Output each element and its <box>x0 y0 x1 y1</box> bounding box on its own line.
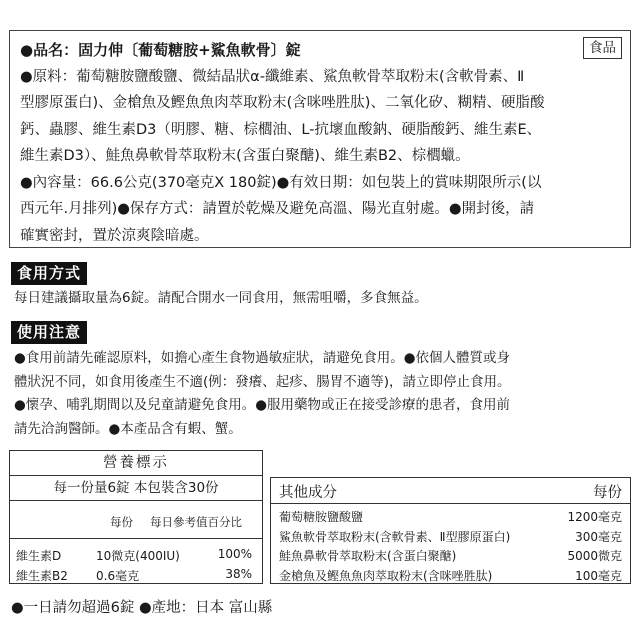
ingredient-amount: 5000微克 <box>567 549 622 563</box>
caution-text <box>14 347 630 441</box>
other-row <box>271 526 630 546</box>
caution-line: ●懷孕、哺乳期間以及兒童請避免食用。●服用藥物或正在接受診療的患者，食用前 <box>14 397 511 413</box>
product-name: ●品名：固力伸〔葡萄糖胺+鯊魚軟骨〕錠 <box>20 41 301 59</box>
col-daily-value: 每日參考值百分比 <box>150 515 242 529</box>
content-line: ●內容量：66.6公克(370毫克X 180錠)●有效日期：如包裝上的賞味期限所示(以 <box>20 174 542 191</box>
ingredient-amount: 300毫克 <box>575 529 622 544</box>
other-row <box>271 565 630 585</box>
ingredients-line: 維生素D3）、鮭魚鼻軟骨萃取粉末(含蛋白聚醣)、維生素B2、棕櫚蠟。 <box>20 148 470 164</box>
other-row <box>271 545 630 565</box>
nutrition-serving: 每一份量6錠 本包裝含30份 <box>10 476 262 501</box>
nutrient-amount: 10微克(400IU) <box>96 549 180 563</box>
caution-line: 請先洽詢醫師。●本產品含有蝦、蟹。 <box>14 420 242 437</box>
ingredients-line: 型膠原蛋白)、金槍魚及鰹魚魚肉萃取粉末(含咪唑胜肽)、二氧化矽、糊精、硬脂酸 <box>20 95 545 111</box>
nutrition-row <box>10 545 262 565</box>
nutrient-amount: 0.6毫克 <box>96 569 140 583</box>
nutrient-percent: 100% <box>217 547 252 561</box>
ingredients-line: ●原料：葡萄糖胺鹽酸鹽、微結晶狀α-纖維素、鯊魚軟骨萃取粉末(含軟骨素、Ⅱ <box>20 68 525 85</box>
other-row <box>271 506 630 526</box>
ingredient-amount: 100毫克 <box>575 568 622 583</box>
nutrient-name: 維生素D <box>16 549 62 563</box>
ingredient-name: 葡萄糖胺鹽酸鹽 <box>279 510 364 524</box>
nutrition-header <box>10 501 262 539</box>
caution-line: 體狀況不同，如食用後產生不適(例：發癢、起疹、腸胃不適等)，請立即停止食用。 <box>14 373 511 390</box>
storage-line: 確實密封，置於涼爽陰暗處。 <box>20 227 209 244</box>
storage-line: 西元年.月排列)●保存方式：請置於乾燥及避免高溫、陽光直射處。●開封後，請 <box>20 201 535 217</box>
nutrition-row <box>10 565 262 585</box>
other-header <box>271 478 630 504</box>
food-tag: 食品 <box>583 37 622 59</box>
other-col: 每份 <box>593 485 622 501</box>
other-title: 其他成分 <box>279 485 337 501</box>
nutrition-facts-table <box>9 450 263 584</box>
ingredients-line: 鈣、蟲膠、維生素D3（明膠、糖、棕櫚油、L-抗壞血酸鈉、硬脂酸鈣、維生素E、 <box>20 121 542 138</box>
ingredient-name: 鯊魚軟骨萃取粉末(含軟骨素、Ⅱ型膠原蛋白) <box>279 529 511 544</box>
product-info-box <box>9 30 631 248</box>
caution-line: ●食用前請先確認原料，如擔心產生食物過敏症狀，請避免食用。●依個人體質或身 <box>14 350 511 366</box>
caution-title: 使用注意 <box>11 321 87 344</box>
nutrient-percent: 38% <box>225 567 252 581</box>
ingredient-amount: 1200毫克 <box>567 510 622 524</box>
col-per-serving: 每份 <box>110 515 133 529</box>
nutrient-name: 維生素B2 <box>16 569 68 583</box>
usage-text: 每日建議攝取量為6錠。請配合開水一同食用，無需咀嚼，多食無益。 <box>14 290 428 306</box>
footer-note: ●一日請勿超過6錠 ●產地：日本 富山縣 <box>11 600 273 616</box>
other-ingredients-table <box>270 477 631 584</box>
ingredient-name: 鮭魚鼻軟骨萃取粉末(含蛋白聚醣) <box>279 549 457 563</box>
ingredient-name: 金槍魚及鰹魚魚肉萃取粉末(含咪唑胜肽) <box>279 568 493 583</box>
nutrition-title: 營養標示 <box>10 451 262 476</box>
usage-title: 食用方式 <box>11 262 87 285</box>
